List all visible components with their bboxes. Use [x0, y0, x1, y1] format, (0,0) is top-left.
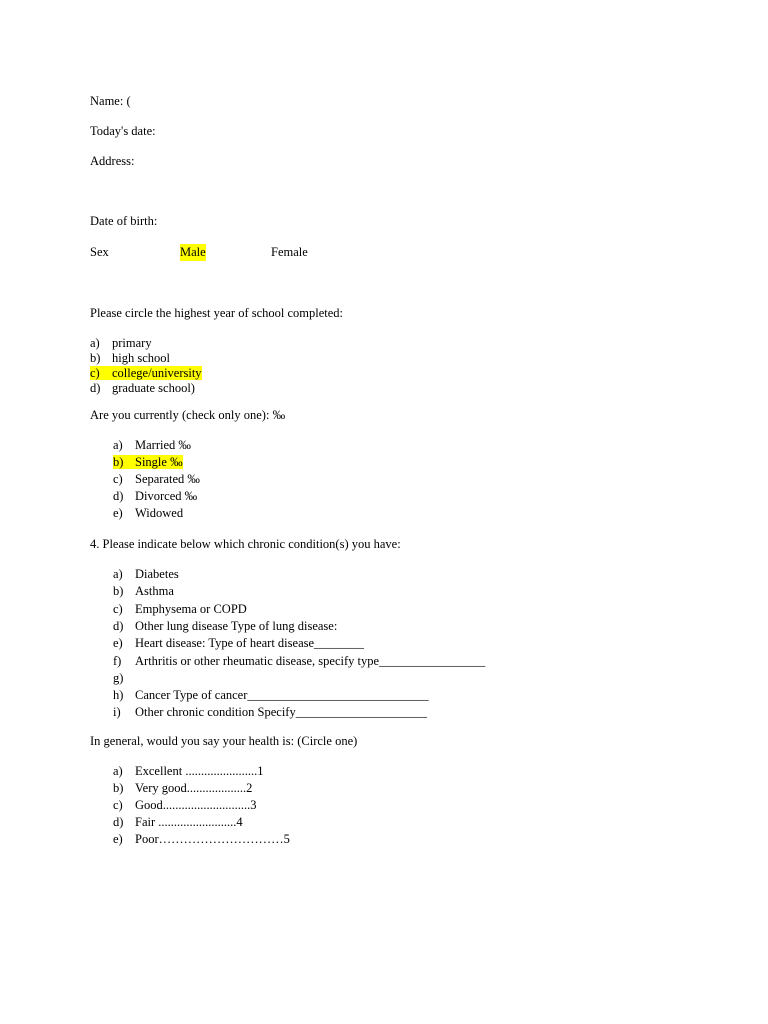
- option-label: Single ‰: [135, 455, 183, 469]
- marital-question: Are you currently (check only one): ‰: [90, 408, 286, 422]
- address-label: Address:: [90, 154, 135, 168]
- school-question: Please circle the highest year of school completed:: [90, 306, 344, 320]
- chronic-condition-option[interactable]: [113, 687, 429, 704]
- option-marker: b): [90, 351, 101, 365]
- chronic-condition-option[interactable]: [113, 601, 247, 618]
- option-marker: c): [90, 366, 100, 380]
- option-marker: b): [113, 584, 124, 599]
- option-marker: i): [113, 705, 121, 720]
- health-rating-option[interactable]: [113, 797, 257, 814]
- chronic-condition-option[interactable]: [113, 635, 364, 652]
- option-label: Fair .........................4: [135, 815, 243, 829]
- option-label: Poor…………………………5: [135, 832, 290, 846]
- health-rating-option[interactable]: [113, 780, 252, 797]
- option-label: Arthritis or other rheumatic disease, specify type_________________: [135, 653, 486, 668]
- option-label: Other lung disease Type of lung disease:: [135, 618, 338, 633]
- chronic-condition-option[interactable]: [113, 704, 427, 721]
- date-of-birth-label: Date of birth:: [90, 214, 158, 228]
- marital-option[interactable]: [113, 454, 183, 471]
- option-label: Widowed: [135, 506, 184, 520]
- marital-option[interactable]: [113, 471, 200, 488]
- health-question: In general, would you say your health is: (Circle one): [90, 734, 358, 748]
- option-marker: d): [90, 381, 101, 395]
- option-marker: c): [113, 472, 123, 486]
- option-label: Heart disease: Type of heart disease________: [135, 636, 365, 651]
- health-rating-option[interactable]: [113, 831, 290, 848]
- option-marker: e): [113, 832, 123, 846]
- marital-option[interactable]: [113, 505, 183, 522]
- option-label: graduate school): [112, 381, 195, 395]
- option-marker: d): [113, 815, 124, 829]
- option-label: primary: [112, 336, 152, 350]
- sex-option-male[interactable]: Male: [180, 245, 206, 259]
- option-label: high school: [112, 351, 170, 365]
- option-label: Diabetes: [135, 567, 179, 581]
- option-label: Very good...................2: [135, 781, 253, 795]
- chronic-condition-option[interactable]: [113, 618, 337, 635]
- sex-label: Sex: [90, 245, 109, 259]
- health-rating-option[interactable]: [113, 814, 243, 831]
- option-label: Married ‰: [135, 438, 191, 452]
- school-option[interactable]: [90, 380, 195, 397]
- option-label: college/university: [112, 366, 202, 380]
- option-marker: g): [113, 670, 124, 685]
- option-marker: e): [113, 506, 123, 520]
- chronic-condition-option[interactable]: [113, 566, 179, 583]
- option-marker: a): [113, 567, 123, 581]
- sex-option-female[interactable]: Female: [271, 245, 308, 259]
- option-marker: c): [113, 601, 123, 616]
- chronic-condition-option[interactable]: [113, 583, 174, 600]
- option-label: Other chronic condition Specify_____________________: [135, 705, 427, 720]
- name-label: Name: (: [90, 94, 131, 108]
- option-marker: b): [113, 455, 124, 469]
- option-marker: h): [113, 688, 124, 703]
- option-marker: a): [113, 764, 123, 778]
- option-marker: d): [113, 618, 124, 633]
- marital-option[interactable]: [113, 437, 191, 454]
- option-label: Divorced ‰: [135, 489, 198, 503]
- option-label: Separated ‰: [135, 472, 200, 486]
- option-label: Excellent .......................1: [135, 764, 264, 778]
- option-marker: e): [113, 636, 123, 651]
- option-marker: a): [113, 438, 123, 452]
- option-marker: f): [113, 653, 122, 668]
- chronic-question: 4. Please indicate below which chronic condition(s) you have:: [90, 537, 401, 551]
- chronic-condition-option[interactable]: [113, 653, 485, 670]
- option-marker: d): [113, 489, 124, 503]
- option-label: Good............................3: [135, 798, 257, 812]
- option-label: Cancer Type of cancer_____________________________: [135, 688, 429, 703]
- option-label: Emphysema or COPD: [135, 601, 247, 616]
- marital-option[interactable]: [113, 488, 197, 505]
- option-label: Asthma: [135, 584, 174, 599]
- todays-date-label: Today's date:: [90, 124, 156, 138]
- health-rating-option[interactable]: [113, 763, 263, 780]
- option-marker: b): [113, 781, 124, 795]
- chronic-condition-option[interactable]: [113, 670, 135, 687]
- option-marker: c): [113, 798, 123, 812]
- option-marker: a): [90, 336, 100, 350]
